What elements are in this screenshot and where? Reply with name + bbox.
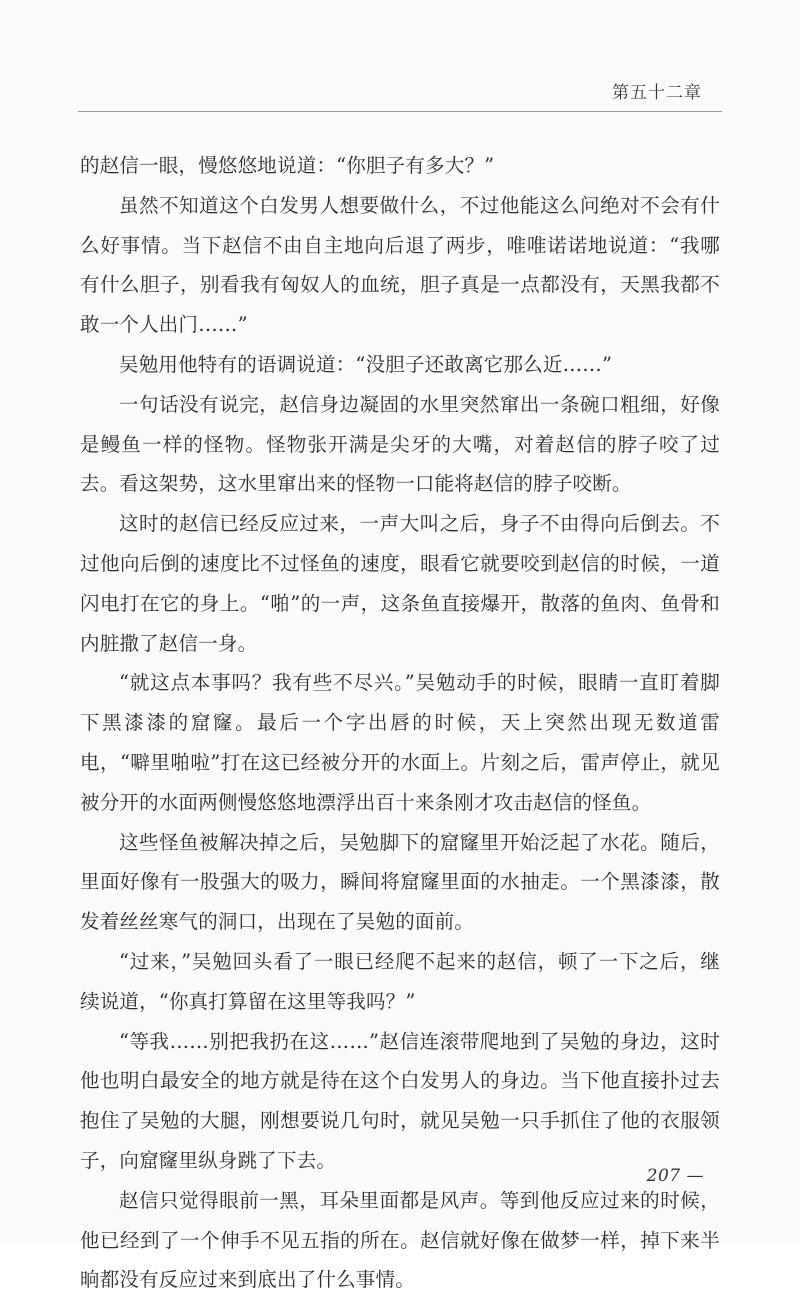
paragraph: 吴勉用他特有的语调说道：“没胆子还敢离它那么近……” <box>119 352 613 376</box>
paragraph: “等我……别把我扔在这……”赵信连滚带爬地到了吴勉的身边，这时他也明白最安全的地方就是待在这个白发男人的身边。当下他直接扑过去抱住了吴勉的大腿，刚想要说几句时，就见吴勉一只手抓住了他的衣服领子，向窟窿里纵身跳了下去。 <box>80 1029 720 1172</box>
body-text <box>80 146 720 1300</box>
paragraph: “就这点本事吗？我有些不尽兴。”吴勉动手的时候，眼睛一直盯着脚下黑漆漆的窟窿。最后一个字出唇的时候，天上突然出现无数道雷电，“噼里啪啦”打在这已经被分开的水面上。片刻之后，雷声停止，就见被分开的水面两侧慢悠悠地漂浮出百十来条刚才攻击赵信的怪鱼。 <box>80 671 720 814</box>
paragraph: 的赵信一眼，慢悠悠地说道：“你胆子有多大？” <box>80 154 495 177</box>
page-number: 207 — <box>646 1166 704 1186</box>
paragraph: 赵信只觉得眼前一黑，耳朵里面都是风声。等到他反应过来的时候，他已经到了一个伸手不见五指的所在。赵信就好像在做梦一样，掉下来半晌都没有反应过来到底出了什么事情。 <box>80 1188 720 1292</box>
paragraph: “过来，”吴勉回头看了一眼已经爬不起来的赵信，顿了一下之后，继续说道，“你真打算留在这里等我吗？” <box>80 949 720 1013</box>
paragraph: 虽然不知道这个白发男人想要做什么，不过他能这么问绝对不会有什么好事情。当下赵信不由自主地向后退了两步，唯唯诺诺地说道：“我哪有什么胆子，别看我有匈奴人的血统，胆子真是一点都没有，天黑我都不敢一个人出门……” <box>80 193 720 337</box>
paragraph: 这时的赵信已经反应过来，一声大叫之后，身子不由得向后倒去。不过他向后倒的速度比不过怪鱼的速度，眼看它就要咬到赵信的时候，一道闪电打在它的身上。“啪”的一声，这条鱼直接爆开，散落的鱼肉、鱼骨和内脏撒了赵信一身。 <box>80 512 720 655</box>
paragraph: 这些怪鱼被解决掉之后，吴勉脚下的窟窿里开始泛起了水花。随后，里面好像有一股强大的吸力，瞬间将窟窿里面的水抽走。一个黑漆漆，散发着丝丝寒气的洞口，出现在了吴勉的面前。 <box>80 830 720 934</box>
chapter-running-head: 第五十二章 <box>612 83 702 103</box>
header-rule <box>78 111 722 112</box>
paragraph: 一句话没有说完，赵信身边凝固的水里突然窜出一条碗口粗细，好像是鳗鱼一样的怪物。怪物张开满是尖牙的大嘴，对着赵信的脖子咬了过去。看这架势，这水里窜出来的怪物一口能将赵信的脖子咬断。 <box>80 392 720 496</box>
